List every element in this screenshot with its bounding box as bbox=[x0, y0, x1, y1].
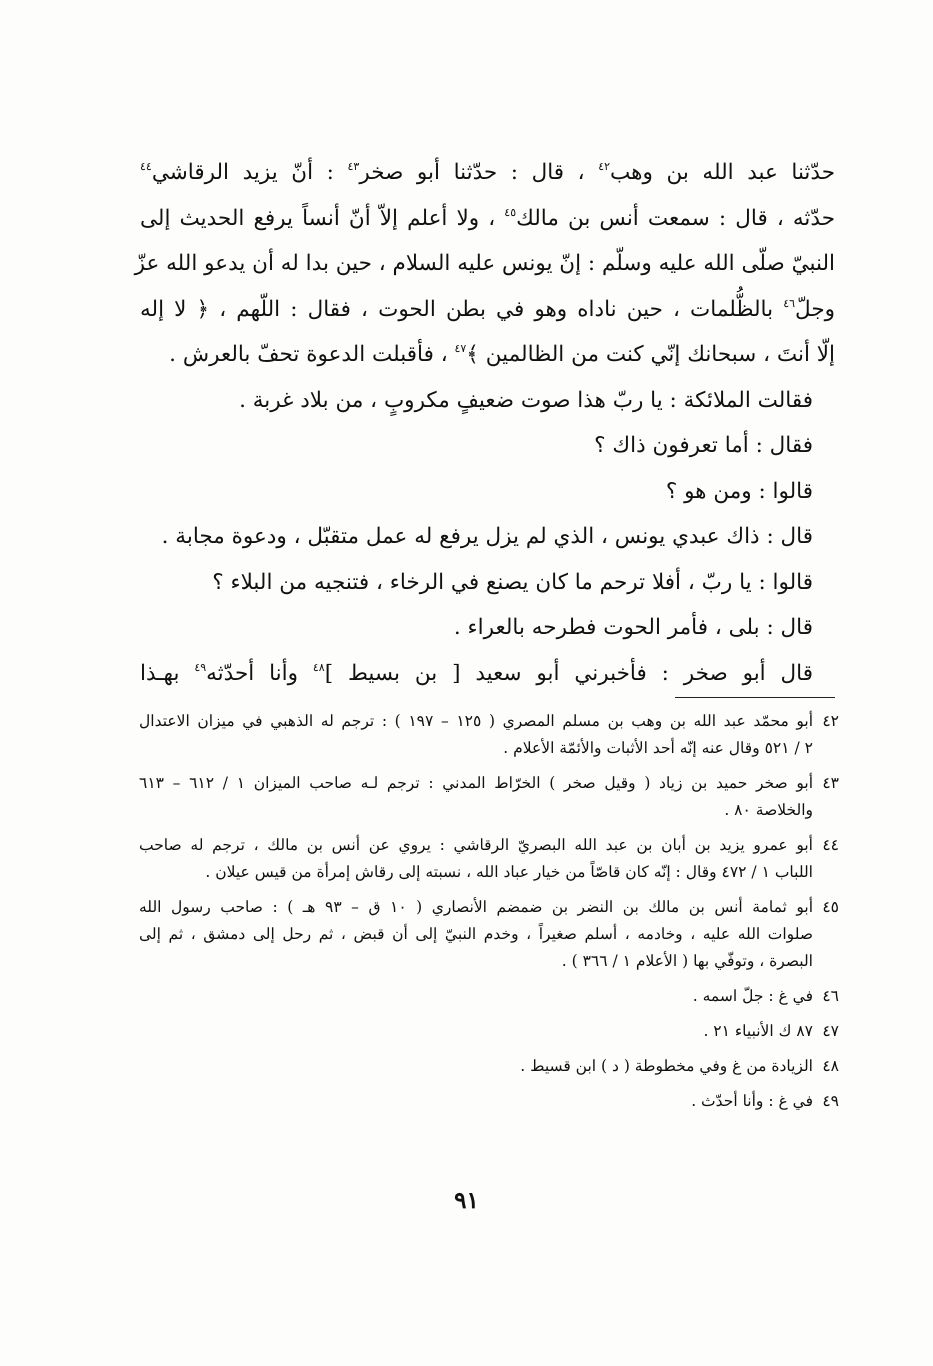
text-line bbox=[140, 332, 835, 378]
footnote-text bbox=[139, 770, 813, 824]
text-segment: ، قال : حدّثنا أبو صخر bbox=[359, 160, 599, 185]
footnote-line: في غ : وأنا أحدّث . bbox=[691, 1092, 813, 1110]
footnote-line: ٢ / ٥٢١ وقال عنه إنّه أحد الأثبات والأئمّة الأعلام . bbox=[503, 739, 813, 757]
footnote-text bbox=[139, 1088, 813, 1115]
main-text bbox=[134, 150, 835, 696]
text-line bbox=[140, 150, 835, 196]
text-segment: إلّا أنتَ ، سبحانك إنّي كنت من الظالمين ﴾ bbox=[466, 342, 835, 367]
footnote-text bbox=[139, 894, 813, 975]
text-segment: بهـذا bbox=[140, 660, 195, 686]
footnote bbox=[139, 770, 839, 824]
text-segment: حدّثنا عبد الله بن وهب bbox=[610, 160, 835, 185]
footnote-line: الزيادة من غ وفي مخطوطة ( د ) ابن قسيط . bbox=[520, 1057, 813, 1075]
footnote-number: ٤٩ bbox=[822, 1092, 839, 1110]
text-line bbox=[140, 287, 835, 333]
footnote-ref: ٤٤ bbox=[140, 160, 152, 173]
footnote bbox=[139, 983, 839, 1010]
text-segment: وجلّ bbox=[795, 296, 835, 322]
footnote-line: أبو صخر حميد بن زياد ( وقيل صخر ) الخرّاط المدني : ترجم لـه صاحب الميزان ١ / ٦١٢ – ٦١٣ bbox=[139, 774, 814, 792]
footnote-ref: ٤٩ bbox=[194, 660, 207, 674]
text-line bbox=[140, 196, 835, 242]
footnote-number: ٤٣ bbox=[822, 774, 839, 792]
text-segment: وأنا أحدّثه bbox=[206, 660, 313, 686]
footnote-text bbox=[139, 983, 813, 1010]
footnote-text bbox=[139, 708, 813, 762]
footnote-separator bbox=[675, 697, 835, 698]
text-line: فقال : أما تعرفون ذاك ؟ bbox=[594, 433, 813, 458]
text-segment: ، ولا أعلم إلاّ أنّ أنساً يرفع الحديث إلى bbox=[140, 205, 505, 231]
footnote-line: والخلاصة ٨٠ . bbox=[724, 801, 813, 819]
footnote bbox=[139, 1053, 839, 1080]
page-number: ٩١ bbox=[454, 1187, 479, 1214]
footnote-text bbox=[139, 832, 813, 886]
text-line: قال : بلى ، فأمر الحوت فطرحه بالعراء . bbox=[453, 615, 813, 640]
text-line: فقالت الملائكة : يا ربّ هذا صوت ضعيفٍ مكروبٍ ، من بلاد غربة . bbox=[239, 387, 813, 413]
footnotes bbox=[139, 708, 839, 1123]
text-segment: : أنّ يزيد الرقاشي bbox=[151, 160, 348, 185]
footnote-text bbox=[139, 1053, 813, 1080]
text-segment: قال أبو صخر : فأخبرني أبو سعيد [ بن بسيط ] bbox=[324, 660, 813, 686]
text-segment: حدّثه ، قال : سمعت أنس بن مالك bbox=[516, 205, 835, 231]
footnote-line: أبو ثمامة أنس بن مالك بن النضر بن ضمضم الأنصاري ( ١٠ ق – ٩٣ هـ ) : صاحب رسول الله bbox=[139, 898, 813, 916]
footnote-ref: ٤٥ bbox=[504, 205, 517, 219]
footnote-line: اللباب ١ / ٤٧٢ وقال : إنّه كان قاصّاً من خيار عباد الله ، نسبته إلى رقاش إمرأة من قيس عيلان . bbox=[205, 863, 813, 881]
footnote bbox=[139, 894, 839, 975]
footnote bbox=[139, 832, 839, 886]
footnote-line: في غ : جلّ اسمه . bbox=[692, 987, 813, 1005]
text-segment: بالظُّلمات ، حين ناداه وهو في بطن الحوت ، فقال : اللّهم ، ﴿ لا إله bbox=[140, 296, 784, 322]
footnote-line: البصرة ، وتوفّي بها ( الأعلام ١ / ٣٦٦ ) . bbox=[561, 952, 813, 970]
footnote bbox=[139, 1018, 839, 1045]
footnote-ref: ٤٧ bbox=[454, 342, 467, 355]
text-line: قال : ذاك عبدي يونس ، الذي لم يزل يرفع له عمل متقبّل ، ودعوة مجابة . bbox=[161, 524, 813, 549]
text-segment: ، فأقبلت الدعوة تحفّ بالعرش . bbox=[169, 342, 455, 367]
footnote bbox=[139, 1088, 839, 1115]
text-line bbox=[140, 651, 835, 697]
text-line: النبيّ صلّى الله عليه وسلّم : إنّ يونس عليه السلام ، حين بدا له أن يدعو الله عزّ bbox=[134, 251, 835, 276]
footnote-ref: ٤٦ bbox=[783, 296, 796, 310]
footnote-ref: ٤٢ bbox=[598, 160, 611, 173]
footnote bbox=[139, 708, 839, 762]
text-line: قالوا : يا ربّ ، أفلا ترحم ما كان يصنع في الرخاء ، فتنجيه من البلاء ؟ bbox=[212, 569, 813, 595]
footnote-number: ٤٥ bbox=[822, 898, 839, 916]
footnote-number: ٤٢ bbox=[822, 712, 839, 730]
footnote-ref: ٤٣ bbox=[347, 160, 360, 173]
footnote-number: ٤٦ bbox=[822, 987, 839, 1005]
footnote-number: ٤٧ bbox=[822, 1022, 839, 1040]
footnote-line: أبو عمرو يزيد بن أبان بن عبد الله البصريّ الرقاشي : يروي عن أنس بن مالك ، ترجم له صاحب bbox=[139, 836, 813, 854]
text-line: قالوا : ومن هو ؟ bbox=[665, 478, 813, 504]
footnote-line: أبو محمّد عبد الله بن وهب بن مسلم المصري ( ١٢٥ – ١٩٧ ) : ترجم له الذهبي في ميزان الاعتدال bbox=[139, 712, 813, 730]
footnote-line: صلوات الله عليه ، وخادمه ، أسلم صغيراً ، وخدم النبيّ إلى أن قبض ، ثم رحل إلى دمشق ، ثم إلى bbox=[139, 925, 813, 943]
footnote-text bbox=[139, 1018, 813, 1045]
footnote-line: ٨٧ ك الأنبياء ٢١ . bbox=[703, 1022, 813, 1040]
footnote-number: ٤٨ bbox=[822, 1057, 839, 1075]
footnote-number: ٤٤ bbox=[822, 836, 839, 854]
footnote-ref: ٤٨ bbox=[312, 660, 325, 674]
